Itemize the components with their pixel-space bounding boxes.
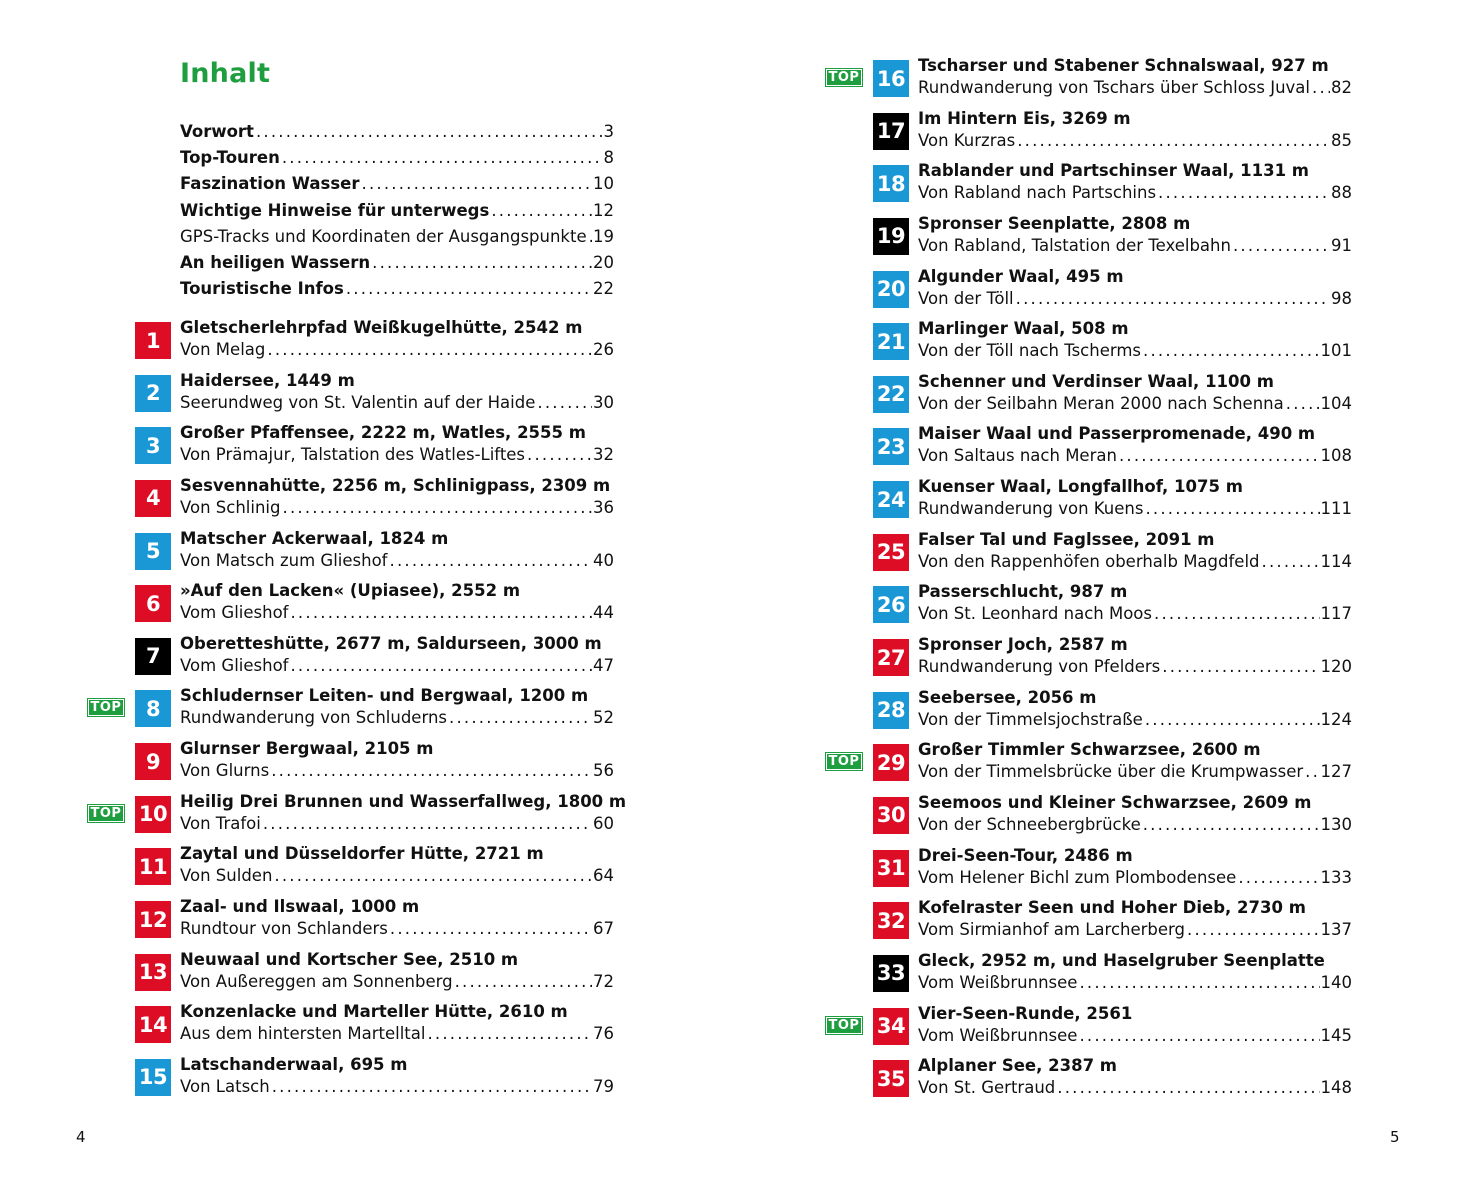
tour-route <box>918 130 1352 152</box>
dot-leader <box>1014 288 1330 310</box>
tour-text <box>180 738 614 782</box>
top-badge: TOP <box>88 805 124 822</box>
tour-text <box>180 422 614 466</box>
toc-entry-page: 20 <box>593 252 614 272</box>
tour-number-badge: 34 <box>873 1008 909 1045</box>
dot-leader <box>265 339 592 361</box>
tour-page: 60 <box>593 813 614 833</box>
tour-number-badge: 25 <box>873 534 909 571</box>
tour-page: 117 <box>1320 604 1352 624</box>
tour-route-label: Rundwanderung von Pfelders <box>918 657 1161 677</box>
dot-leader <box>425 1023 592 1045</box>
tour-page: 127 <box>1320 762 1352 782</box>
tour-text <box>918 739 1352 783</box>
tour-number-badge: 19 <box>873 218 909 255</box>
tour-route-label: Vom Weißbrunnsee <box>918 972 1078 992</box>
tour-route-label: Vom Weißbrunnsee <box>918 1025 1078 1045</box>
tour-number-badge: 13 <box>135 954 171 991</box>
tour-route-label: Von der Seilbahn Meran 2000 nach Schenna <box>918 393 1284 413</box>
tour-name: Zaytal und Düsseldorfer Hütte, 2721 m <box>180 844 544 864</box>
toc-entry[interactable] <box>180 119 614 145</box>
tour-number-badge: 11 <box>135 848 171 885</box>
dot-leader <box>1143 498 1319 520</box>
toc-entry[interactable] <box>180 198 614 224</box>
tour-route <box>180 655 614 677</box>
tour-number-badge: 8 <box>135 690 171 727</box>
tour-route <box>180 971 614 993</box>
tour-number-badge: 31 <box>873 850 909 887</box>
toc-entry-page: 12 <box>593 200 614 220</box>
tour-name: Marlinger Waal, 508 m <box>918 319 1129 339</box>
tour-number-badge: 29 <box>873 744 909 781</box>
tour-route-label: Von Prämajur, Talstation des Watles-Liftes <box>180 445 526 465</box>
tour-name: Schludernser Leiten- und Bergwaal, 1200 m <box>180 686 589 706</box>
tour-route-label: Von Latsch <box>180 1076 270 1096</box>
tour-text <box>180 685 614 729</box>
tour-number-badge: 2 <box>135 375 171 412</box>
tour-route <box>918 1025 1352 1047</box>
tour-text <box>918 1055 1352 1099</box>
tour-name: Algunder Waal, 495 m <box>918 266 1124 286</box>
tour-number-badge: 16 <box>873 60 909 97</box>
tour-name: Matscher Ackerwaal, 1824 m <box>180 528 449 548</box>
tour-name: Konzenlacke und Marteller Hütte, 2610 m <box>180 1002 568 1022</box>
tour-route <box>918 603 1352 625</box>
tour-page: 52 <box>593 708 614 728</box>
tour-page: 64 <box>593 866 614 886</box>
tour-page: 72 <box>593 971 614 991</box>
tour-name: Sesvennahütte, 2256 m, Schlinigpass, 2309 m <box>180 475 611 495</box>
tour-page: 130 <box>1320 814 1352 834</box>
toc-entry-label: Wichtige Hinweise für unterwegs <box>180 200 490 220</box>
tour-text <box>180 475 614 519</box>
tour-page: 145 <box>1320 1025 1352 1045</box>
tour-page: 40 <box>593 550 614 570</box>
tour-page: 47 <box>593 655 614 675</box>
tour-number-badge: 35 <box>873 1060 909 1097</box>
toc-entry[interactable] <box>180 145 614 171</box>
tour-text <box>918 897 1352 941</box>
toc-entry-page: 19 <box>593 226 614 246</box>
tour-page: 137 <box>1320 920 1352 940</box>
tour-route <box>918 498 1352 520</box>
tour-route <box>180 1023 614 1045</box>
tour-route-label: Von Außereggen am Sonnenberg <box>180 971 453 991</box>
tour-route <box>918 656 1352 678</box>
tour-route <box>918 393 1352 415</box>
tour-name: Glurnser Bergwaal, 2105 m <box>180 739 434 759</box>
dot-leader <box>1260 551 1320 573</box>
tour-text <box>180 580 614 624</box>
tour-number-badge: 1 <box>135 322 171 359</box>
tour-route-label: Von St. Gertraud <box>918 1078 1056 1098</box>
tour-name: Großer Pfaffensee, 2222 m, Watles, 2555 m <box>180 423 586 443</box>
tour-route <box>918 340 1352 362</box>
tour-route <box>180 760 614 782</box>
dot-leader <box>1055 1077 1319 1099</box>
toc-entry[interactable] <box>180 276 614 302</box>
tour-route-label: Von den Rappenhöfen oberhalb Magdfeld <box>918 551 1260 571</box>
page-number-left: 4 <box>76 1128 86 1146</box>
tour-route <box>180 602 614 624</box>
right-page <box>738 0 1477 1182</box>
tour-text <box>180 1054 614 1098</box>
tour-text <box>918 476 1352 520</box>
dot-leader <box>1141 340 1319 362</box>
tour-route-label: Von der Timmelsbrücke über die Krumpwasser <box>918 762 1304 782</box>
tour-page: 26 <box>593 340 614 359</box>
tour-page: 88 <box>1331 183 1352 203</box>
tour-route-label: Seerundweg von St. Valentin auf der Haide <box>180 392 536 412</box>
tour-text <box>180 791 627 835</box>
tour-name: Haidersee, 1449 m <box>180 370 355 390</box>
tour-route-label: Von der Schneebergbrücke <box>918 814 1141 834</box>
tour-page: 148 <box>1320 1078 1352 1098</box>
tour-page: 120 <box>1320 657 1352 677</box>
tour-route <box>180 497 614 519</box>
dot-leader <box>269 760 592 782</box>
tour-number-badge: 22 <box>873 376 909 413</box>
tour-page: 108 <box>1320 446 1352 466</box>
tour-number-badge: 10 <box>135 796 171 833</box>
tour-page: 133 <box>1320 867 1352 887</box>
tour-name: Heilig Drei Brunnen und Wasserfallweg, 1800 m <box>180 791 627 811</box>
tour-route <box>180 392 614 414</box>
tour-route <box>918 77 1352 99</box>
tour-page: 82 <box>1331 78 1352 97</box>
tour-route-label: Von Glurns <box>180 761 270 781</box>
tour-name: Rablander und Partschinser Waal, 1131 m <box>918 161 1309 181</box>
dot-leader <box>1156 182 1330 204</box>
tour-route <box>180 339 614 361</box>
tour-route <box>918 182 1352 204</box>
tour-route <box>180 444 614 466</box>
tour-name: Im Hintern Eis, 3269 m <box>918 108 1131 128</box>
tour-name: Passerschlucht, 987 m <box>918 582 1128 602</box>
toc-entry-label: Vorwort <box>180 122 254 141</box>
dot-leader <box>1284 393 1320 415</box>
tour-text <box>918 529 1352 573</box>
tour-text <box>918 581 1352 625</box>
top-badge: TOP <box>826 69 862 86</box>
tour-route-label: Aus dem hintersten Martelltal <box>180 1024 426 1044</box>
tour-route-label: Von St. Leonhard nach Moos <box>918 604 1152 624</box>
tour-name: Neuwaal und Kortscher See, 2510 m <box>180 949 519 969</box>
tour-text <box>180 1001 614 1045</box>
tour-route-label: Von der Timmelsjochstraße <box>918 709 1143 729</box>
dot-leader <box>288 602 592 624</box>
tour-number-badge: 30 <box>873 797 909 834</box>
tour-name: Kuenser Waal, Longfallhof, 1075 m <box>918 477 1243 497</box>
tour-route-label: Von Melag <box>180 340 266 359</box>
tour-route <box>918 235 1352 257</box>
dot-leader <box>344 276 592 302</box>
tour-text <box>918 950 1352 994</box>
tour-route <box>918 288 1352 310</box>
tour-number-badge: 24 <box>873 481 909 518</box>
tour-route-label: Von Trafoi <box>180 813 261 833</box>
dot-leader <box>272 865 592 887</box>
tour-route <box>180 865 614 887</box>
tour-page: 36 <box>593 497 614 517</box>
dot-leader <box>370 250 592 276</box>
tour-page: 67 <box>593 919 614 939</box>
tour-number-badge: 23 <box>873 428 909 465</box>
tour-name: Falser Tal und Faglssee, 2091 m <box>918 529 1215 549</box>
tour-route <box>918 972 1352 994</box>
dot-leader <box>535 392 592 414</box>
top-badge: TOP <box>826 753 862 770</box>
tour-route-label: Vom Glieshof <box>180 655 289 675</box>
tour-route-label: Von Matsch zum Glieshof <box>180 550 388 570</box>
dot-leader <box>281 497 593 519</box>
tour-route <box>918 814 1352 836</box>
tour-page: 101 <box>1320 341 1352 361</box>
tour-name: Spronser Seenplatte, 2808 m <box>918 213 1191 233</box>
tour-page: 56 <box>593 761 614 781</box>
tour-name: Oberetteshütte, 2677 m, Saldurseen, 3000 m <box>180 633 602 653</box>
tour-number-badge: 32 <box>873 902 909 939</box>
tour-text <box>918 213 1352 257</box>
tour-number-badge: 14 <box>135 1006 171 1043</box>
tour-number-badge: 9 <box>135 743 171 780</box>
toc-entry[interactable] <box>180 171 614 197</box>
dot-leader <box>1152 603 1320 625</box>
tour-name: Spronser Joch, 2587 m <box>918 635 1128 655</box>
tour-number-badge: 5 <box>135 533 171 570</box>
tour-route <box>918 551 1352 573</box>
tour-route-label: Rundwanderung von Schluderns <box>180 708 447 728</box>
top-badge: TOP <box>88 699 124 716</box>
tour-route <box>918 709 1352 731</box>
tour-number-badge: 26 <box>873 586 909 623</box>
tour-route-label: Vom Sirmianhof am Larcherberg <box>918 920 1186 940</box>
tour-route-label: Vom Helener Bichl zum Plombodensee <box>918 867 1237 887</box>
top-badge: TOP <box>826 1017 862 1034</box>
tour-page: 114 <box>1320 551 1352 571</box>
tour-route-label: Rundtour von Schlanders <box>180 919 388 939</box>
tour-name: Seemoos und Kleiner Schwarzsee, 2609 m <box>918 792 1312 812</box>
tour-route-label: Von Sulden <box>180 866 273 886</box>
tour-page: 76 <box>593 1024 614 1044</box>
dot-leader <box>1310 77 1330 99</box>
dot-leader <box>525 444 592 466</box>
tour-text <box>918 687 1352 731</box>
dot-leader <box>1143 709 1320 731</box>
tour-number-badge: 21 <box>873 323 909 360</box>
toc-entry-label: Faszination Wasser <box>180 174 360 194</box>
dot-leader <box>1160 656 1319 678</box>
tour-number-badge: 17 <box>873 113 909 150</box>
tour-page: 111 <box>1320 499 1352 519</box>
tour-number-badge: 7 <box>135 638 171 675</box>
tour-route <box>180 1076 614 1098</box>
tour-route <box>918 919 1352 941</box>
tour-route <box>180 813 614 835</box>
tour-page: 44 <box>593 603 614 623</box>
dot-leader <box>447 707 592 729</box>
tour-name: Latschanderwaal, 695 m <box>180 1054 408 1074</box>
toc-entry[interactable] <box>180 250 614 276</box>
tour-name: Großer Timmler Schwarzsee, 2600 m <box>918 740 1261 760</box>
tour-text <box>180 896 614 940</box>
tour-number-badge: 4 <box>135 480 171 517</box>
tour-route-label: Von Rabland, Talstation der Texelbahn <box>918 235 1231 255</box>
tour-number-badge: 12 <box>135 901 171 938</box>
tour-route <box>180 918 614 940</box>
toc-entry-page: 22 <box>593 279 614 299</box>
tour-name: Vier-Seen-Runde, 2561 <box>918 1003 1133 1023</box>
tour-number-badge: 28 <box>873 692 909 729</box>
dot-leader <box>1236 867 1319 889</box>
dot-leader <box>489 198 592 224</box>
toc-entry-label: Touristische Infos <box>180 279 344 299</box>
dot-leader <box>1077 1025 1319 1047</box>
dot-leader <box>280 145 603 171</box>
tour-text <box>918 55 1352 99</box>
dot-leader <box>360 171 593 197</box>
toc-entry-label: Top-Touren <box>180 148 280 168</box>
tour-page: 124 <box>1320 709 1352 729</box>
dot-leader <box>1303 761 1319 783</box>
intro-list <box>180 119 614 302</box>
tour-page: 79 <box>593 1076 614 1096</box>
dot-leader <box>388 918 592 940</box>
tour-page: 98 <box>1331 288 1352 308</box>
tour-route <box>918 1077 1352 1099</box>
tour-name: »Auf den Lacken« (Upiasee), 2552 m <box>180 581 521 601</box>
tour-number-badge: 33 <box>873 955 909 992</box>
tour-text <box>180 528 614 572</box>
dot-leader <box>270 1076 592 1098</box>
tour-number-badge: 3 <box>135 427 171 464</box>
dot-leader <box>1231 235 1330 257</box>
dot-leader <box>1117 445 1320 467</box>
tour-name: Zaal- und Ilswaal, 1000 m <box>180 897 420 917</box>
tour-text <box>918 792 1352 836</box>
toc-entry-label: GPS-Tracks und Koordinaten der Ausgangspunkte <box>180 226 587 246</box>
dot-leader <box>1141 814 1320 836</box>
tour-name: Gleck, 2952 m, und Haselgruber Seenplatte <box>918 950 1325 970</box>
toc-entry-page: 10 <box>593 174 614 194</box>
dot-leader <box>1077 972 1319 994</box>
toc-entry-page: 8 <box>603 148 614 168</box>
tour-page: 32 <box>593 445 614 465</box>
tour-route-label: Vom Glieshof <box>180 603 289 623</box>
tour-text <box>180 317 614 361</box>
tour-number-badge: 6 <box>135 585 171 622</box>
left-page <box>0 0 738 1182</box>
page-title: Inhalt <box>180 58 271 89</box>
dot-leader <box>261 813 592 835</box>
tour-page: 30 <box>593 392 614 412</box>
tour-route <box>918 867 1352 889</box>
tour-name: Kofelraster Seen und Hoher Dieb, 2730 m <box>918 898 1306 918</box>
tour-route-label: Von Rabland nach Partschins <box>918 183 1157 203</box>
tour-number-badge: 20 <box>873 271 909 308</box>
tour-route-label: Rundwanderung von Kuens <box>918 499 1144 519</box>
tour-name: Schenner und Verdinser Waal, 1100 m <box>918 371 1274 391</box>
tour-text <box>918 371 1352 415</box>
tour-text <box>180 370 614 414</box>
tour-page: 91 <box>1331 235 1352 255</box>
page-number-right: 5 <box>1390 1128 1400 1146</box>
dot-leader <box>453 971 592 993</box>
dot-leader <box>1015 130 1330 152</box>
tour-name: Alplaner See, 2387 m <box>918 1056 1117 1076</box>
tour-number-badge: 15 <box>135 1059 171 1096</box>
tour-text <box>918 634 1352 678</box>
dot-leader <box>388 550 593 572</box>
tour-text <box>180 633 614 677</box>
tour-route <box>180 550 614 572</box>
tour-route <box>180 707 614 729</box>
tour-route-label: Rundwanderung von Tschars über Schloss Juval <box>918 78 1311 97</box>
tour-text <box>918 160 1352 204</box>
tour-page: 104 <box>1320 393 1352 413</box>
toc-entry[interactable] <box>180 224 614 250</box>
toc-entry-label: An heiligen Wassern <box>180 252 371 272</box>
tour-text <box>918 1003 1352 1047</box>
tour-text <box>180 843 614 887</box>
tour-route-label: Von Saltaus nach Meran <box>918 446 1117 466</box>
tour-text <box>918 108 1352 152</box>
tour-route <box>918 761 1352 783</box>
tour-name: Seebersee, 2056 m <box>918 687 1097 707</box>
tour-name: Maiser Waal und Passerpromenade, 490 m <box>918 424 1316 444</box>
dot-leader <box>1185 919 1319 941</box>
tour-name: Gletscherlehrpfad Weißkugelhütte, 2542 m <box>180 318 583 337</box>
dot-leader <box>288 655 592 677</box>
tour-text <box>918 266 1352 310</box>
tour-page: 85 <box>1331 130 1352 150</box>
tour-name: Drei-Seen-Tour, 2486 m <box>918 845 1133 865</box>
tour-text <box>180 949 614 993</box>
tour-text <box>918 318 1352 362</box>
tour-route-label: Von der Töll nach Tscherms <box>918 341 1142 361</box>
tour-text <box>918 845 1352 889</box>
dot-leader <box>254 119 603 145</box>
tour-number-badge: 18 <box>873 165 909 202</box>
tour-route-label: Von Schlinig <box>180 497 281 517</box>
tour-route-label: Von der Töll <box>918 288 1014 308</box>
tour-text <box>918 423 1352 467</box>
toc-entry-page: 3 <box>603 122 614 141</box>
tour-number-badge: 27 <box>873 639 909 676</box>
tour-name: Tscharser und Stabener Schnalswaal, 927 m <box>918 56 1329 75</box>
tour-page: 140 <box>1320 972 1352 992</box>
tour-route-label: Von Kurzras <box>918 130 1016 150</box>
tour-route <box>918 445 1352 467</box>
